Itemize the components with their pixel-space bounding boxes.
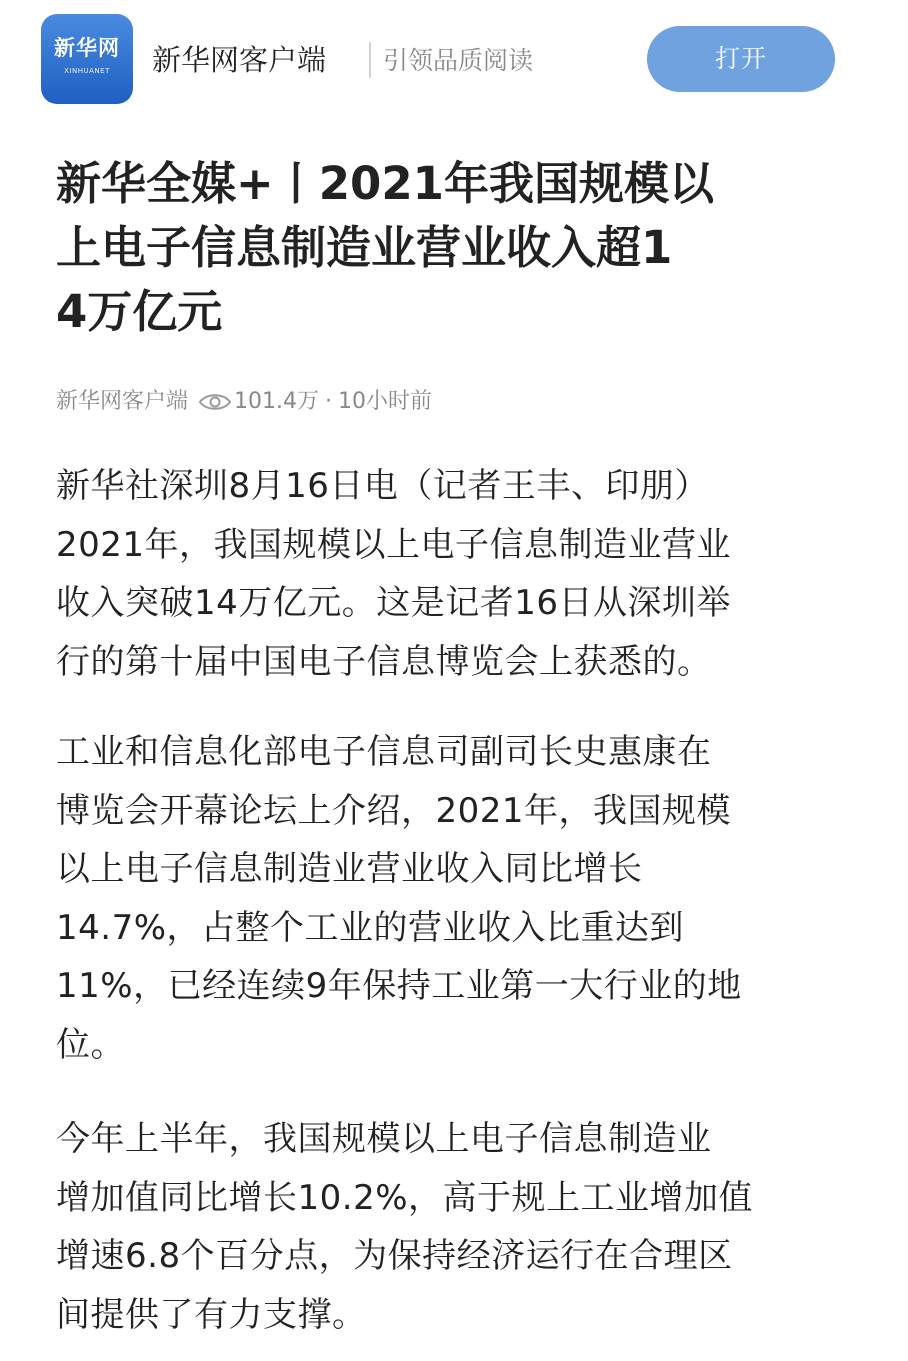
header-divider (369, 42, 371, 78)
eye-icon (198, 391, 232, 413)
open-app-button[interactable]: 打开 (647, 26, 835, 92)
meta-separator: · (325, 389, 332, 414)
logo-subtext: XINHUANET (64, 67, 110, 75)
article-meta (56, 384, 432, 420)
publish-time: 10小时前 (338, 389, 432, 414)
logo-text: 新华网 (54, 36, 120, 60)
app-banner (0, 0, 908, 120)
view-count: 101.4万 (234, 389, 319, 414)
article-source: 新华网客户端 (56, 389, 189, 414)
article-paragraph: 工业和信息化部电子信息司副司长史惠康在 博览会开幕论坛上介绍，2021年，我国规模 以上电子信息制造业营业收入同比增长 14.7%，占整个工业的营业收入比重达到 11%，已经连续9年保持工业第一大行业的地 位。 (56, 732, 742, 1065)
app-name: 新华网客户端 (152, 43, 327, 77)
app-slogan: 引领品质阅读 (383, 46, 534, 75)
article-paragraph: 今年上半年，我国规模以上电子信息制造业 增加值同比增长10.2%，高于规上工业增加值 增速6.8个百分点，为保持经济运行在合理区 间提供了有力支撑。 (56, 1119, 754, 1335)
article-title: 新华全媒+丨2021年我国规模以 上电子信息制造业营业收入超1 4万亿元 (56, 157, 714, 338)
xinhuanet-logo[interactable] (41, 14, 133, 104)
article-paragraph: 新华社深圳8月16日电（记者王丰、印朋） 2021年，我国规模以上电子信息制造业营业 收入突破14万亿元。这是记者16日从深圳举 行的第十届中国电子信息博览会上获悉的。 (56, 466, 732, 682)
